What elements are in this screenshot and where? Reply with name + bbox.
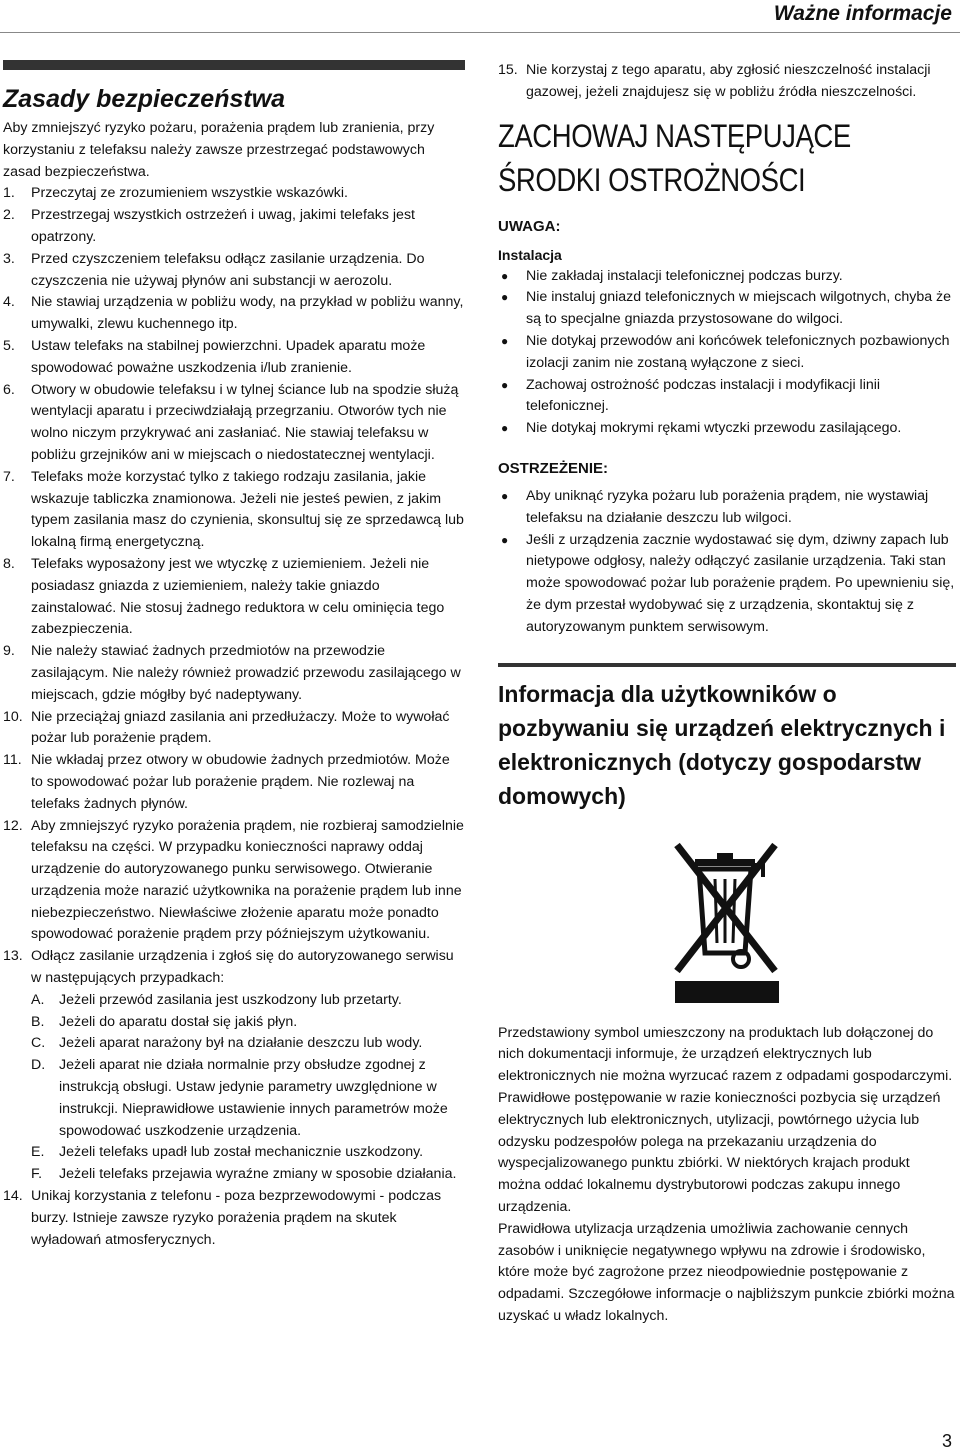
disposal-paragraph: Prawidłowe postępowanie w razie konieczności pozbycia się urządzeń elektrycznych lub elektronicznych, utylizacji, powtórnego użycia lub odzysku podzespołów polega na przekazaniu urządzenia do wyspecjalizowanego punktu zbiórki. W niektórych krajach produkt można oddać lokalnemu dystrybutorowi podczas zakupu innego urządzenia. [498, 1089, 941, 1215]
disposal-paragraph: Prawidłowa utylizacja urządzenia umożliwia zachowanie cennych zasobów i uniknięcie negatywnego wpływu na zdrowie i środowisko, które może być zagrożone przez nieodpowiednie postępowanie z odpadami. Szczegółowe informacje o najbliższym punkcie zbiórki można uzyskać u władz lokalnych. [498, 1220, 955, 1324]
caps-heading-line1: ZACHOWAJ NASTĘPUJĄCE [498, 117, 851, 154]
list-item: 8. Telefaks wyposażony jest we wtyczkę z uziemieniem. Jeżeli nie posiadasz gniazda z uziemieniem, należy takie gniazdo zainstalować. Nie stosuj żadnego reduktora w celu ominięcia tego zabezpieczenia. [3, 555, 445, 638]
right-column [498, 60, 956, 1328]
sublist [31, 990, 465, 1186]
bullet-item: ● Jeśli z urządzenia zacznie wydostawać się dym, dziwny zapach lub nietypowe odgłosy, należy odłączyć zasilanie urządzenia. Taki stan może spowodować pożar lub porażenie prądem. Po upewnieniu się, że dym przestał wydobywać się z urządzenia, skontaktuj się z autoryzowanym punktem serwisowym. [498, 530, 956, 639]
list-item: 12. Aby zmniejszyć ryzyko porażenia prądem, nie rozbieraj samodzielnie telefaksu na części. W przypadku konieczności naprawy oddaj urządzenie do autoryzowanego punku serwisowego. Otwieranie urządzenia może narazić użytkownika na porażenie prądem lub inne niebezpieczeństwo. Niewłaściwe złożenie aparatu może ponadto spowodować porażenie prądem przy późniejszym użytkowaniu. [3, 817, 464, 943]
list-item: 14. Unikaj korzystania z telefonu - poza bezprzewodowymi - podczas burzy. Istnieje zawsze ryzyko porażenia prądem na skutek wyładowań atmosferycznych. [3, 1188, 442, 1248]
bullet-item: ● Nie dotykaj przewodów ani końcówek telefonicznych pozbawionych izolacji zanim nie zostaną wyłączone z sieci. [498, 331, 956, 375]
list-item: 13. Odłącz zasilanie urządzenia i zgłoś się do autoryzowanego serwisu w następujących przypadkach: A. Jeżeli przewód zasilania jest uszkodzony lub przetarty. B. Jeżeli do aparatu dostał się jakiś płyn. C. Jeżeli aparat narażony był na działanie deszczu lub wody. D. Jeżeli aparat nie działa normalnie przy obsłudze zgodnej z instrukcją obsługi. Ustaw jedynie parametry uwzględnione w instrukcji. Nieprawidłowe ustawienie innych parametrów może spowodować uszkodzenie urządzenia. E. Jeżeli telefaks upadł lub został mechanicznie uszkodzony. F. Jeżeli telefaks przejawia wyraźne zmiany w sposobie działania. [3, 946, 465, 1186]
weee-symbol [498, 835, 956, 1005]
list-item: 10. Nie przeciążaj gniazd zasilania ani przedłużaczy. Może to wywołać pożar lub porażenie prądem. [3, 708, 450, 747]
bullet-item: ● Nie instaluj gniazd telefonicznych w miejscach wilgotnych, chyba że są to specjalne gniazda przystosowane do wilgoci. [498, 287, 956, 331]
list-item: 2. Przestrzegaj wszystkich ostrzeżeń i uwag, jakimi telefaks jest opatrzony. [3, 207, 415, 245]
disposal-info-section [498, 663, 956, 1328]
bullet-item: ● Zachowaj ostrożność podczas instalacji i modyfikacji linii telefonicznej. [498, 375, 956, 419]
disposal-info-title: Informacja dla użytkowników o pozbywaniu się urządzeń elektrycznych i elektronicznych (dotyczy gospodarstw domowych) [498, 680, 946, 809]
list-item: 3. Przed czyszczeniem telefaksu odłącz zasilanie urządzenia. Do czyszczenia nie używaj płynów ani substancji w aerozolu. [3, 250, 425, 289]
sublist-item: B. Jeżeli do aparatu dostał się jakiś płyn. [31, 1013, 298, 1030]
list-item: 7. Telefaks może korzystać tylko z takiego rodzaju zasilania, jakie wskazuje tabliczka znamionowa. Jeżeli nie jesteś pewien, z jakim typem zasilania masz do czynienia, skonsultuj się ze sprzedawcą lub lokalną firmą energetyczną. [3, 468, 464, 551]
bullet-item: ● Aby uniknąć ryzyka pożaru lub porażenia prądem, nie wystawiaj telefaksu na działanie deszczu lub wilgoci. [498, 486, 956, 530]
safety-list [3, 183, 465, 1251]
uwaga-list [498, 266, 956, 440]
bullet-item: ● Nie zakładaj instalacji telefonicznej podczas burzy. [498, 266, 956, 288]
page-number: 3 [941, 1431, 952, 1451]
crossed-out-wheelie-bin-icon [667, 835, 787, 1005]
intro-paragraph: Aby zmniejszyć ryzyko pożaru, porażenia prądem lub zranienia, przy korzystaniu z telefaksu należy zawsze przestrzegać podstawowych zasad bezpieczeństwa. [3, 120, 435, 180]
header-title: Ważne informacje [773, 2, 952, 25]
sublist-item: D. Jeżeli aparat nie działa normalnie przy obsłudze zgodnej z instrukcją obsługi. Ustaw jedynie parametry uwzględnione w instrukcji. Nieprawidłowe ustawienie innych parametrów może spowodować uszkodzenie urządzenia. [31, 1057, 448, 1139]
section-bar [3, 60, 465, 70]
list-item: 4. Nie stawiaj urządzenia w pobliżu wody, na przykład w pobliżu wanny, umywalki, zlewu kuchennego itp. [3, 294, 464, 333]
bullet-item: ● Nie dotykaj mokrymi rękami wtyczki przewodu zasilającego. [498, 418, 956, 440]
list-item: 15. Nie korzystaj z tego aparatu, aby zgłosić nieszczelność instalacji gazowej, jeżeli znajdujesz się w pobliżu źródła nieszczelności. [498, 62, 931, 100]
sublist-item: E. Jeżeli telefaks upadł lub został mechanicznie uszkodzony. [31, 1144, 424, 1161]
list-item: 1. Przeczytaj ze zrozumieniem wszystkie wskazówki. [3, 185, 348, 202]
list-item: 5. Ustaw telefaks na stabilnej powierzchni. Upadek aparatu może spowodować poważne uszkodzenia i/lub zranienie. [3, 337, 426, 376]
sublist-item: A. Jeżeli przewód zasilania jest uszkodzony lub przetarty. [31, 991, 402, 1008]
uwaga-label: UWAGA: [498, 217, 561, 235]
section-title: Zasady bezpieczeństwa [3, 85, 286, 113]
sublist-item: C. Jeżeli aparat narażony był na działanie deszczu lub wody. [31, 1035, 423, 1052]
ostrzezenie-label: OSTRZEŻENIE: [498, 459, 609, 477]
sublist-item: F. Jeżeli telefaks przejawia wyraźne zmiany w sposobie działania. [31, 1166, 457, 1183]
list-item: 9. Nie należy stawiać żadnych przedmiotów na przewodzie zasilającym. Nie należy również prowadzić przewodu zasilającego w miejscach, gdzie mógłby być nadeptywany. [3, 643, 461, 703]
disposal-paragraph: Przedstawiony symbol umieszczony na produktach lub dołączonej do nich dokumentacji informuje, że urządzeń elektrycznych lub elektronicznych nie można wyrzucać razem z odpadami gospodarczymi. [498, 1024, 953, 1085]
safety-list-continued [498, 60, 956, 104]
header-divider [0, 32, 960, 33]
list-item: 6. Otwory w obudowie telefaksu i w tylnej ściance lub na spodzie służą wentylacji aparatu i przeciwdziałają przegrzaniu. Otworów tych nie wolno niczym przykrywać ani zasłaniać. Nie stawiaj telefaksu w pobliżu grzejników ani w miejscach o niedostatecznej wentylacji. [3, 381, 459, 463]
caps-heading [498, 114, 892, 202]
left-column [3, 60, 465, 1251]
caps-heading-line2: ŚRODKI OSTROŻNOŚCI [498, 161, 806, 198]
instalacja-label: Instalacja [498, 246, 562, 263]
ostrzezenie-list [498, 486, 956, 639]
list-item: 11. Nie wkładaj przez otwory w obudowie żadnych przedmiotów. Może to spowodować pożar lub porażenie prądem. Nie rozlewaj na telefaks żadnych płynów. [3, 752, 450, 812]
